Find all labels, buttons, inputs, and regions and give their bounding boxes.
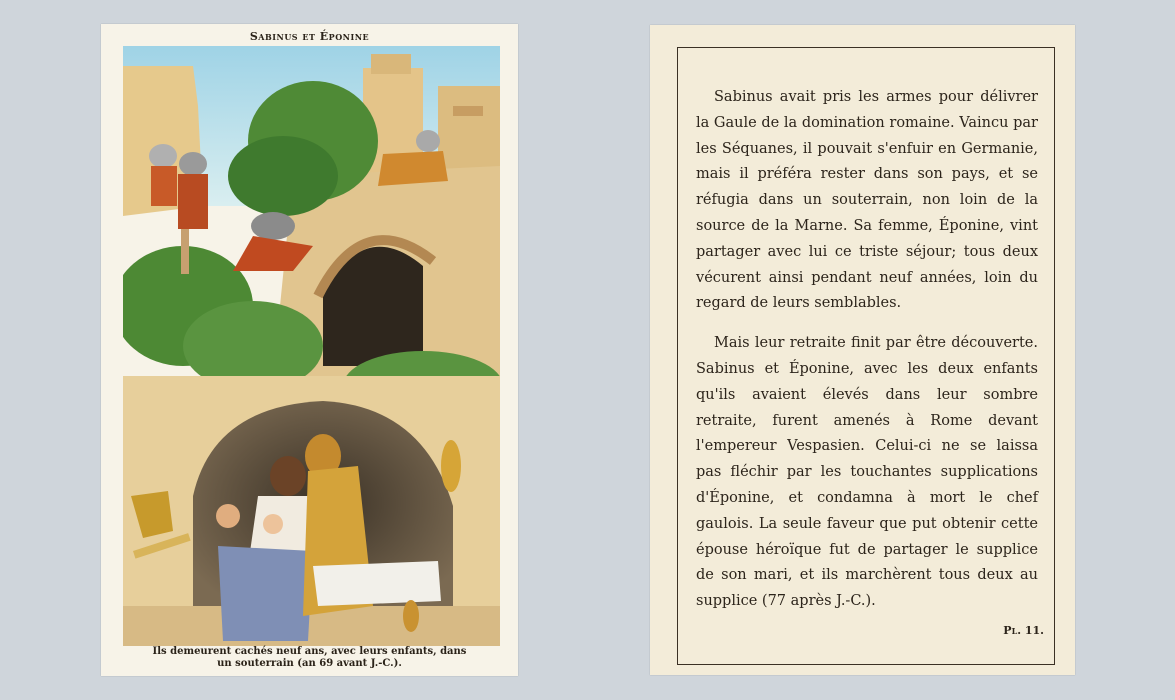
card-title: Sabinus et Éponine (249, 30, 370, 43)
paragraph-1: Sabinus avait pris les armes pour délivrer la Gaule de la domination romaine. Vaincu par les Séquanes, il pouvait s'enfuir en Germanie, mais il préféra rester dans son pays, et se réfugia dans un souterrain, non loin de la source de la Marne. Sa femme, Éponine, vint partager avec lui ce triste séjour; tous deux vécurent ainsi pendant neuf années, loin du regard de leurs semblables. (696, 89, 1038, 312)
caption-line-2: un souterrain (an 69 avant J.-C.). (217, 658, 402, 669)
paragraph-2: Mais leur retraite finit par être découverte. Sabinus et Éponine, avec les deux enfants qu'ils avaient élevés dans leur sombre retraite, furent amenés à Rome devant l'empereur Vespasien. Celui-ci ne se laissa pas fléchir par les touchantes supplications d'Éponine, et condamna à mort le chef gaulois. La seule faveur que put obtenir cette épouse héroïque fut de partager le supplice de son mari, et ils marchèrent tous deux au supplice (77 après J.-C.). (696, 335, 1038, 610)
illustration-card (101, 24, 518, 676)
text-card (650, 25, 1075, 675)
illustration (123, 46, 500, 671)
illustration-scene (123, 46, 500, 671)
story-text (696, 85, 1038, 629)
illustration-caption (101, 646, 518, 670)
caption-line-1: Ils demeurent cachés neuf ans, avec leurs enfants, dans (152, 646, 467, 657)
plate-number: Pl. 11. (1003, 624, 1044, 637)
